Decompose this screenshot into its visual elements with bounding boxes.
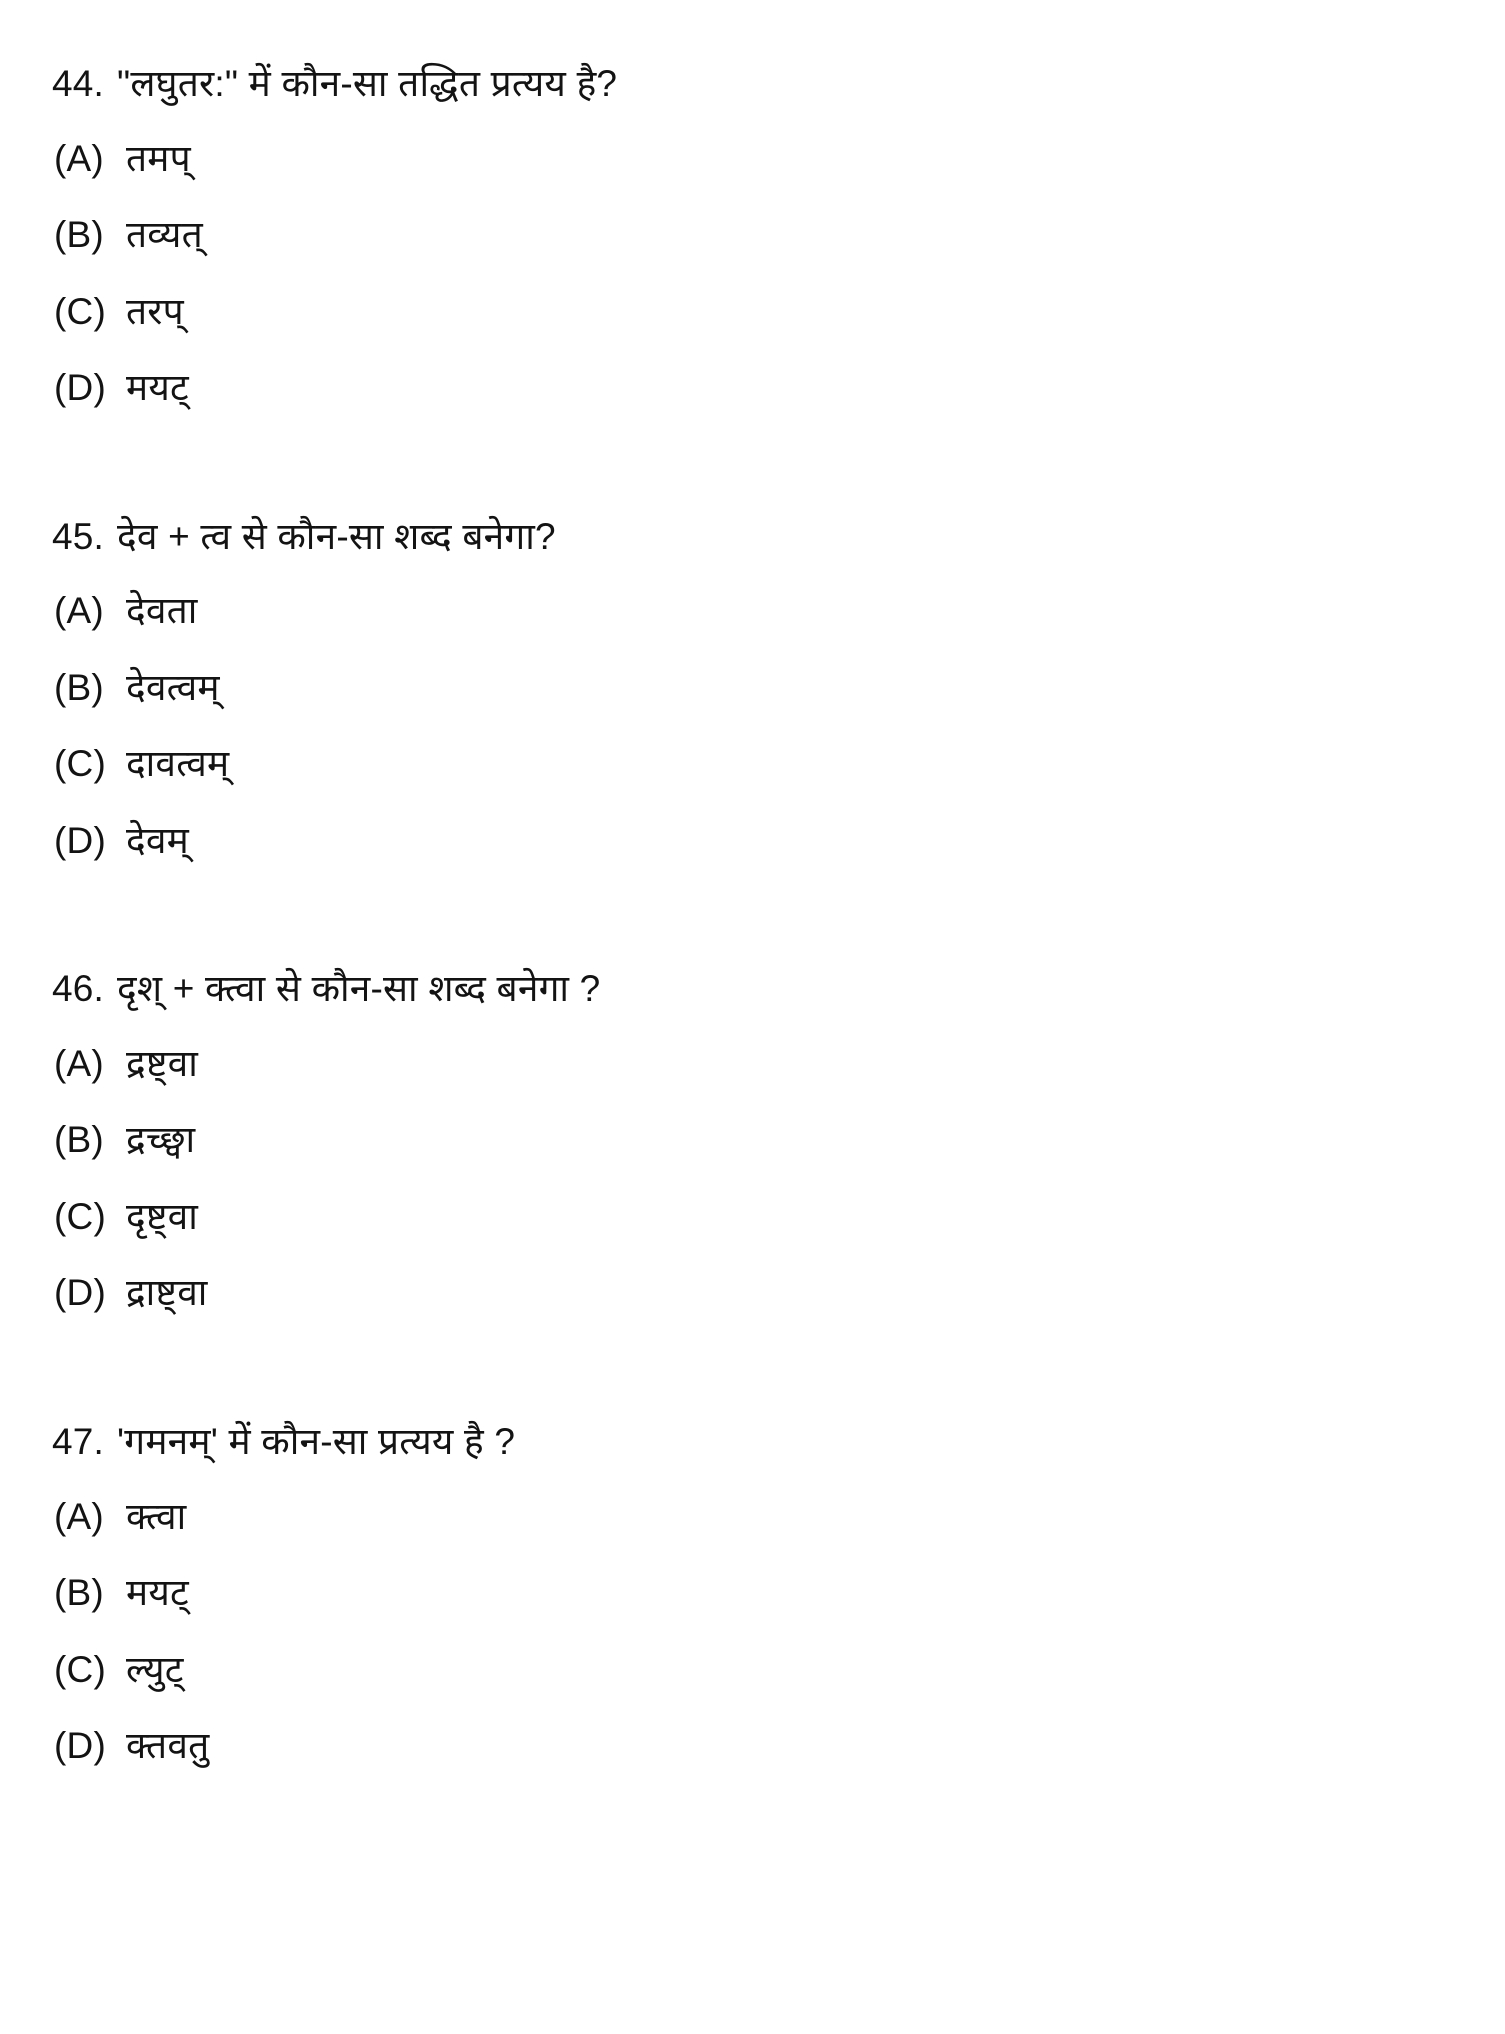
question-block — [52, 58, 1435, 415]
option-label: (B) — [54, 666, 104, 708]
option-text: देवता — [126, 590, 198, 632]
option-text: तव्यत् — [126, 214, 203, 256]
option-text: मयट् — [126, 367, 189, 409]
question-block — [52, 963, 1435, 1320]
option-row[interactable] — [52, 1720, 1435, 1773]
option-label: (B) — [54, 1572, 104, 1614]
option-label: (D) — [54, 819, 106, 861]
question-block — [52, 1416, 1435, 1773]
option-row[interactable] — [52, 1644, 1435, 1697]
option-row[interactable] — [52, 362, 1435, 415]
option-label: (D) — [54, 1272, 106, 1314]
option-text: तमप् — [126, 137, 191, 179]
question-number: 46. — [52, 968, 105, 1010]
question-block — [52, 511, 1435, 868]
question-heading — [52, 511, 1435, 564]
option-label: (B) — [54, 214, 104, 256]
question-number: 45. — [52, 515, 105, 557]
question-text: दृश् + क्त्वा से कौन-सा शब्द बनेगा ? — [117, 968, 601, 1010]
question-heading — [52, 1416, 1435, 1469]
option-label: (A) — [54, 137, 104, 179]
option-label: (C) — [54, 743, 106, 785]
option-label: (C) — [54, 290, 106, 332]
option-label: (D) — [54, 367, 106, 409]
question-number: 44. — [52, 63, 105, 104]
option-row[interactable] — [52, 815, 1435, 868]
option-label: (A) — [54, 590, 104, 632]
option-text: मयट् — [126, 1572, 189, 1614]
option-row[interactable] — [52, 738, 1435, 791]
option-row[interactable] — [52, 1267, 1435, 1320]
option-row[interactable] — [52, 662, 1435, 715]
option-label: (C) — [54, 1195, 106, 1237]
option-row[interactable] — [52, 1114, 1435, 1167]
question-heading — [52, 963, 1435, 1016]
option-row[interactable] — [52, 1038, 1435, 1091]
option-label: (D) — [54, 1725, 106, 1767]
option-label: (B) — [54, 1119, 104, 1161]
option-text: क्त्वा — [126, 1495, 187, 1537]
option-label: (A) — [54, 1495, 104, 1537]
option-label: (C) — [54, 1648, 106, 1690]
question-text: 'गमनम्' में कौन-सा प्रत्यय है ? — [117, 1420, 516, 1462]
option-row[interactable] — [52, 1491, 1435, 1544]
option-row[interactable] — [52, 133, 1435, 186]
question-text: देव + त्व से कौन-सा शब्द बनेगा? — [117, 515, 556, 557]
option-label: (A) — [54, 1042, 104, 1084]
option-row[interactable] — [52, 209, 1435, 262]
option-text: ल्युट् — [126, 1648, 184, 1690]
option-text: क्तवतु — [126, 1725, 210, 1767]
option-text: द्राष्ट्वा — [126, 1272, 208, 1314]
option-row[interactable] — [52, 1191, 1435, 1244]
question-heading — [52, 58, 1435, 111]
option-text: द्रष्ट्वा — [126, 1042, 199, 1084]
option-row[interactable] — [52, 1567, 1435, 1620]
option-row[interactable] — [52, 585, 1435, 638]
option-text: तरप् — [126, 290, 184, 332]
option-row[interactable] — [52, 286, 1435, 339]
option-text: दृष्ट्वा — [126, 1195, 199, 1237]
option-text: देवम् — [126, 819, 189, 861]
question-text: "लघुतर:" में कौन-सा तद्धित प्रत्यय है? — [117, 63, 618, 104]
option-text: देवत्वम् — [126, 666, 220, 708]
option-text: द्रच्छ्वा — [126, 1119, 196, 1161]
question-number: 47. — [52, 1420, 105, 1462]
option-text: दावत्वम् — [126, 743, 230, 785]
